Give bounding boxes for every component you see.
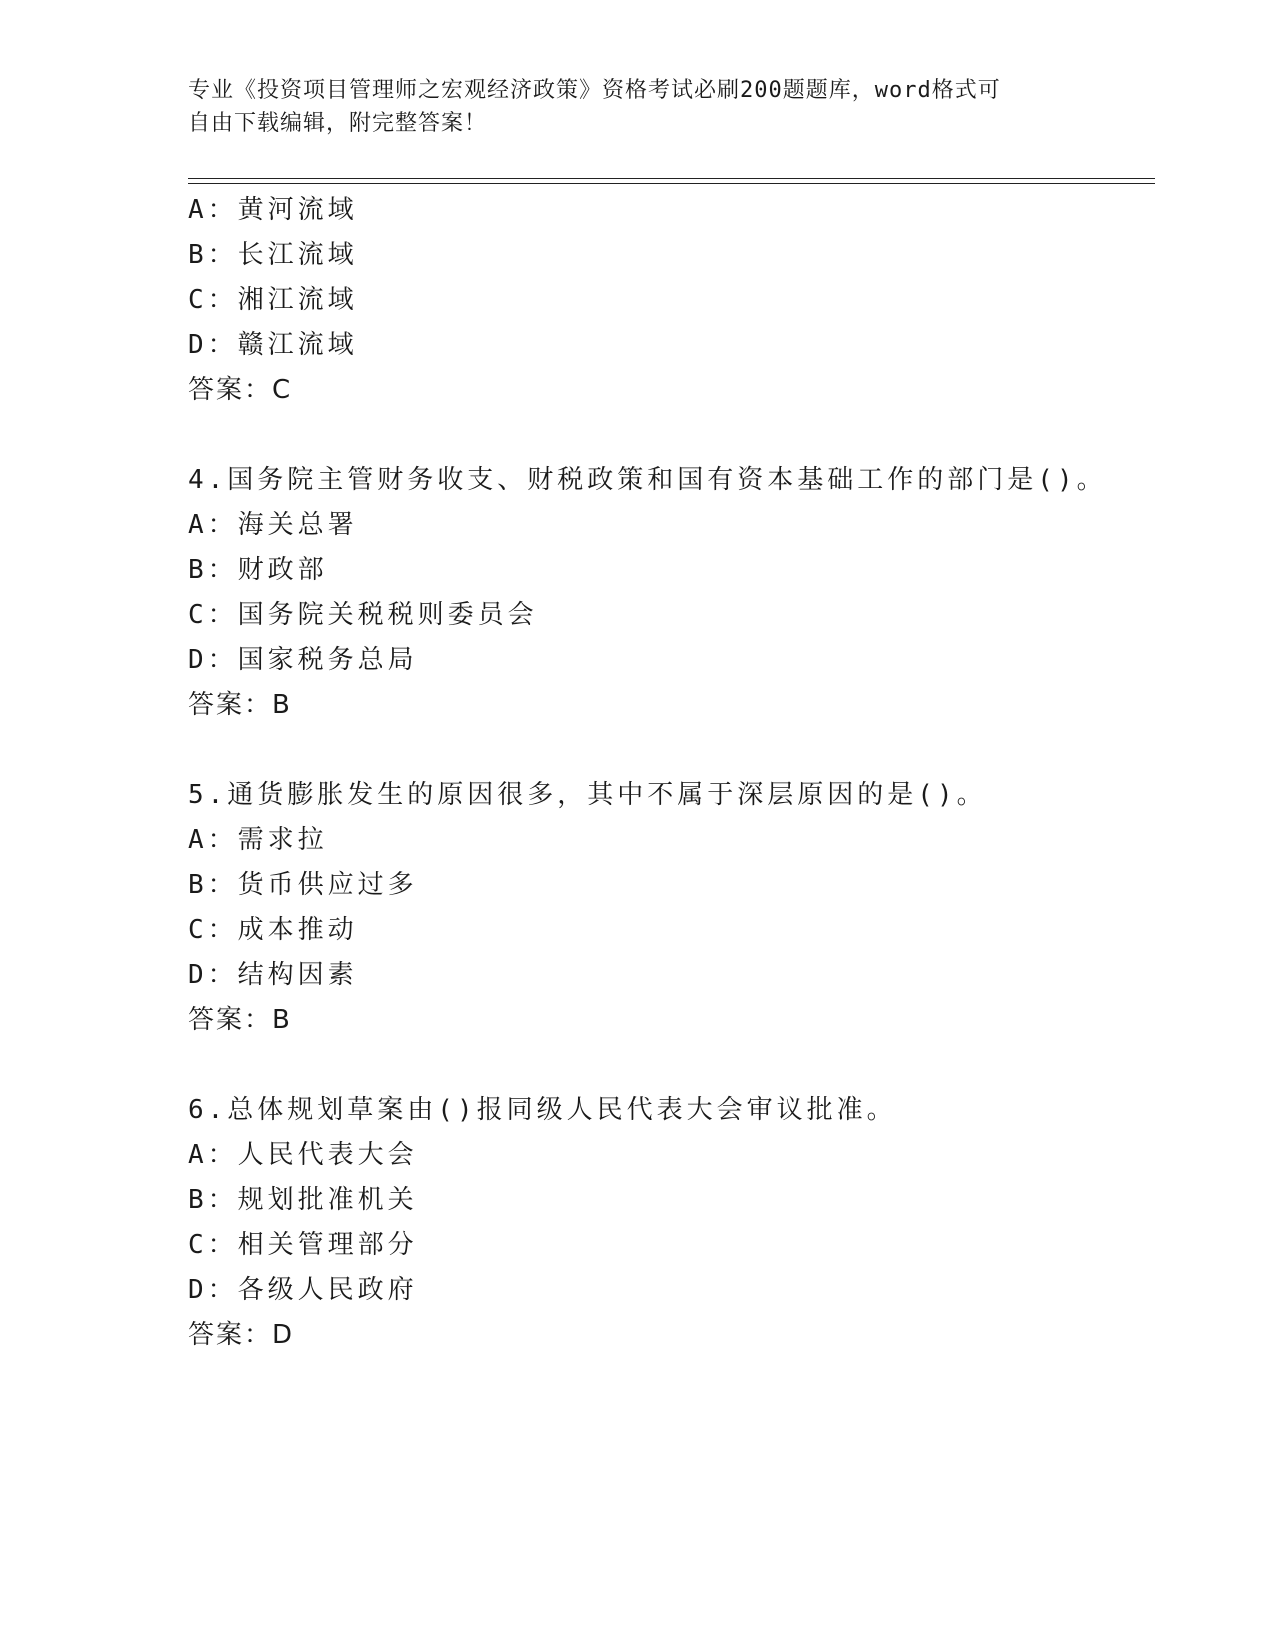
q6-question: 6.总体规划草案由()报同级人民代表大会审议批准。 — [188, 1095, 897, 1125]
q5-option-a: A：需求拉 — [188, 825, 328, 855]
q4-option-b: B：财政部 — [188, 555, 328, 585]
q6-option-a: A：人民代表大会 — [188, 1140, 418, 1170]
q5-option-d: D：结构因素 — [188, 960, 358, 990]
q3-option-a: A：黄河流域 — [188, 195, 358, 225]
header-line-1: 专业《投资项目管理师之宏观经济政策》资格考试必刷200题题库，word格式可 — [188, 78, 1001, 103]
q4-option-a: A：海关总署 — [188, 510, 358, 540]
q5-option-b: B：货币供应过多 — [188, 870, 418, 900]
q3-option-c: C：湘江流域 — [188, 285, 358, 315]
header-divider-bottom — [188, 183, 1155, 184]
q4-question: 4.国务院主管财务收支、财税政策和国有资本基础工作的部门是()。 — [188, 465, 1107, 495]
q3-option-b: B：长江流域 — [188, 240, 358, 270]
q4-answer: 答案：B — [188, 690, 292, 720]
header-divider-top — [188, 178, 1155, 179]
q6-option-b: B：规划批准机关 — [188, 1185, 418, 1215]
q3-option-d: D：赣江流域 — [188, 330, 358, 360]
q5-option-c: C：成本推动 — [188, 915, 358, 945]
q6-option-d: D：各级人民政府 — [188, 1275, 418, 1305]
q4-option-d: D：国家税务总局 — [188, 645, 418, 675]
q4-option-c: C：国务院关税税则委员会 — [188, 600, 538, 630]
document-header — [188, 74, 1068, 140]
q5-question: 5.通货膨胀发生的原因很多，其中不属于深层原因的是()。 — [188, 780, 987, 810]
q3-answer: 答案：C — [188, 375, 293, 405]
q5-answer: 答案：B — [188, 1005, 292, 1035]
q6-option-c: C：相关管理部分 — [188, 1230, 418, 1260]
q6-answer: 答案：D — [188, 1320, 295, 1350]
header-line-2: 自由下载编辑，附完整答案！ — [188, 111, 488, 136]
